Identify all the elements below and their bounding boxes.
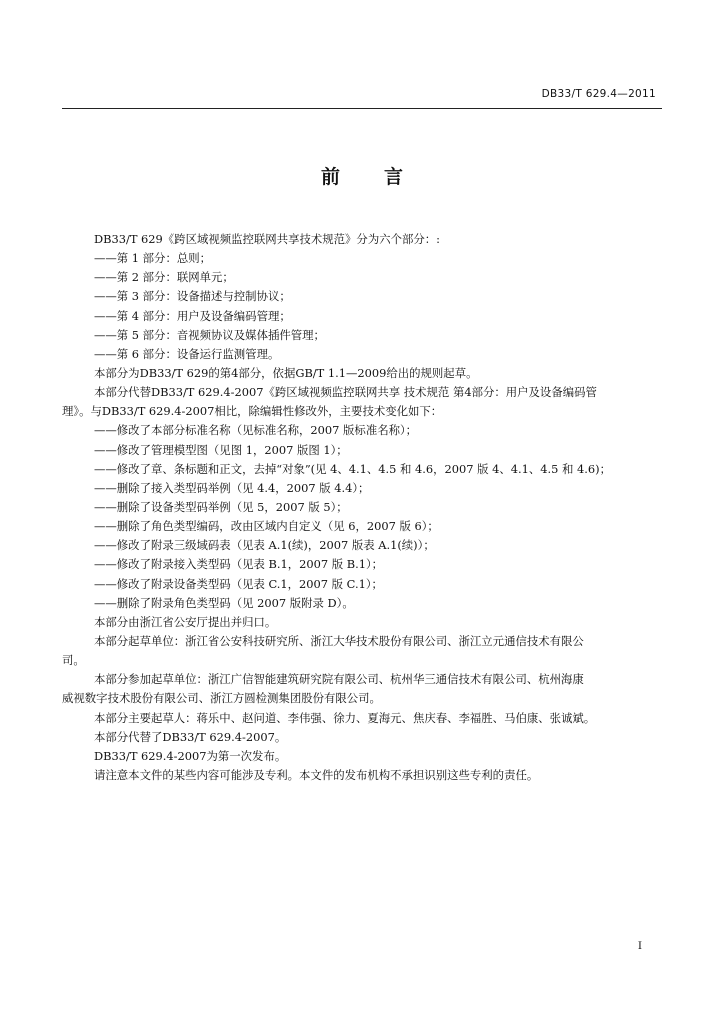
paragraph-line: 本部分代替了DB33/T 629.4-2007。 [94, 729, 287, 744]
list-item: ——删除了附录角色类型码（见 2007 版附录 D）。 [94, 595, 354, 610]
list-item: ——修改了管理模型图（见图 1，2007 版图 1）； [94, 442, 348, 457]
paragraph-line: 本部分起草单位：浙江省公安科技研究所、浙江大华技术股份有限公司、浙江立元通信技术有限公 [94, 633, 584, 648]
list-item: ——第 5 部分：音视频协议及媒体插件管理； [94, 327, 325, 342]
title-char-2: 言 [384, 166, 404, 188]
paragraph-line: 本部分为DB33/T 629的第4部分，依据GB/T 1.1—2009给出的规则起草。 [94, 365, 478, 380]
list-item: ——第 4 部分：用户及设备编码管理； [94, 308, 291, 323]
paragraph-continuation: 威视数字技术股份有限公司、浙江方圆检测集团股份有限公司。 [62, 691, 381, 706]
paragraph-line: 本部分参加起草单位：浙江广信智能建筑研究院有限公司、杭州华三通信技术有限公司、杭州海康 [94, 672, 584, 687]
paragraph-line: 本部分代替DB33/T 629.4-2007《跨区域视频监控联网共享 技术规范 第4部分：用户及设备编码管 [94, 385, 597, 400]
list-item: ——修改了附录设备类型码（见表 C.1，2007 版 C.1）； [94, 576, 383, 591]
list-item: ——删除了角色类型编码，改由区域内自定义（见 6，2007 版 6）； [94, 519, 439, 534]
list-item: ——修改了附录三级域码表（见表 A.1(续)，2007 版表 A.1(续)）； [94, 538, 435, 553]
paragraph-line: 本部分主要起草人：蒋乐中、赵问道、李伟强、徐力、夏海元、焦庆春、李福胜、马伯康、张诚斌。 [94, 710, 596, 725]
list-item: ——第 6 部分：设备运行监测管理。 [94, 346, 280, 361]
page-title [0, 162, 724, 189]
list-item: ——删除了接入类型码举例（见 4.4，2007 版 4.4）； [94, 480, 370, 495]
list-item: ——修改了附录接入类型码（见表 B.1，2007 版 B.1）； [94, 557, 384, 572]
paragraph-line: 请注意本文件的某些内容可能涉及专利。本文件的发布机构不承担识别这些专利的责任。 [94, 767, 539, 782]
paragraph-line: DB33/T 629.4-2007为第一次发布。 [94, 748, 287, 763]
list-item: ——修改了章、条标题和正文，去掉“对象”(见 4、4.1、4.5 和 4.6，2007 版 4、4.1、4.5 和 4.6)； [94, 461, 611, 476]
list-item: ——第 1 部分：总则； [94, 251, 212, 266]
title-char-1: 前 [320, 166, 340, 188]
standard-code: DB33/T 629.4—2011 [541, 88, 656, 100]
list-item: ——修改了本部分标准名称（见标准名称，2007 版标准名称）； [94, 423, 418, 438]
header-divider [62, 108, 662, 109]
paragraph-line: DB33/T 629《跨区域视频监控联网共享技术规范》分为六个部分：: [94, 232, 441, 246]
paragraph-continuation: 司。 [62, 653, 85, 668]
list-item: ——删除了设备类型码举例（见 5，2007 版 5）； [94, 499, 348, 514]
list-item: ——第 2 部分：联网单元； [94, 270, 234, 285]
paragraph-line: 本部分由浙江省公安厅提出并归口。 [94, 614, 277, 629]
page-number: I [637, 940, 642, 952]
paragraph-continuation: 理》。与DB33/T 629.4-2007相比，除编辑性修改外，主要技术变化如下： [62, 404, 443, 419]
list-item: ——第 3 部分：设备描述与控制协议； [94, 289, 291, 304]
foreword-body [62, 230, 670, 785]
